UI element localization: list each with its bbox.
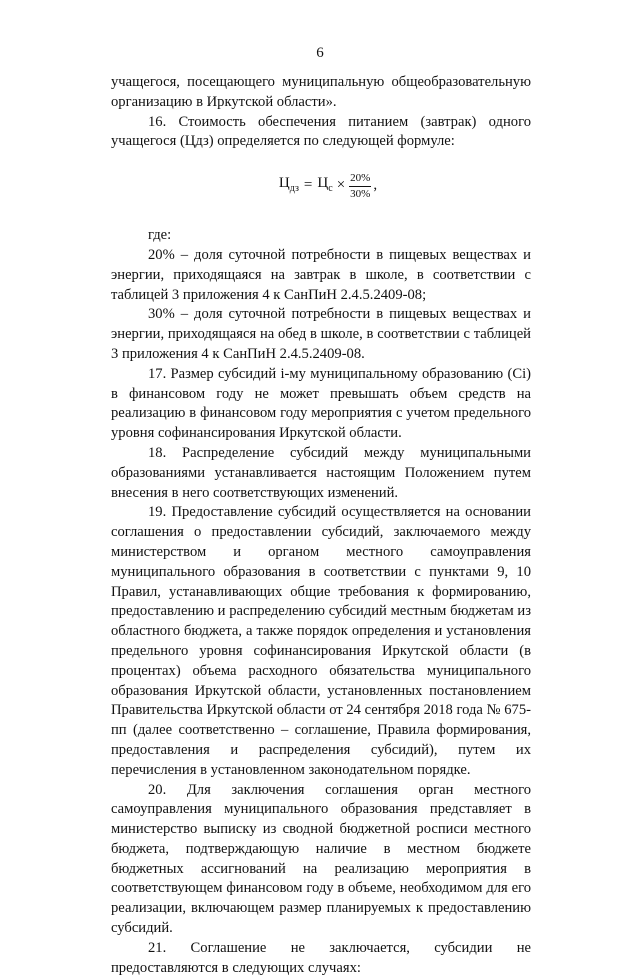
formula-rhs: $Ц_с$ (317, 174, 333, 194)
paragraph-18: 18. Распределение субсидий между муниципальными образованиями устанавливается настоящим Положением путем внесения в него соответствующих изменений. (111, 444, 531, 501)
cost-formula (111, 152, 531, 220)
paragraph-19: 19. Предоставление субсидий осуществляется на основании соглашения о предоставлении субсидий, заключаемого между министерством и органом местного самоуправления муниципального образования в соответствии с пунктами 9, 10 Правил, устанавливающих общие требования к формированию, предоставлению и распределению субсидий местным бюджетам из областного бюджета, а также порядок определения и установления предельного уровня софинансирования Иркутской области (в процентах) объема расходного обязательства муниципального образования Иркутской области, установленных постановлением Правительства Иркутской области от 24 сентября 2018 года № 675-пп (далее соответственно – соглашение, Правила формирования, предоставления и распределения субсидий), путем их перечисления в установленном законодательном порядке. (111, 504, 531, 778)
formula-times: × (336, 177, 346, 194)
paragraph-20: 20. Для заключения соглашения орган местного самоуправления муниципального образования представляет в министерство выписку из сводной бюджетной росписи местного бюджета, подтверждающую наличие в местном бюджете бюджетных ассигнований на реализацию мероприятия в соответствующем финансовом году в объеме, необходимом для его реализации, включающем размер планируемых к предоставлению субсидий. (111, 781, 531, 937)
formula-lhs: $Ц_{дз}$ (278, 174, 299, 194)
document-body (111, 73, 531, 978)
formula-equals: = (303, 177, 313, 194)
formula-fraction (349, 172, 371, 201)
paragraph-20-percent: 20% – доля суточной потребности в пищевых веществах и энергии, приходящаяся на завтрак в школе, в соответствии с таблицей 3 приложения 4 к СанПиН 2.4.5.2409-08; (111, 246, 531, 303)
paragraph-17: 17. Размер субсидий i-му муниципальному образованию (Ci) в финансовом году не может превышать объем средств на реализацию в финансовом году мероприятия с учетом предельного уровня софинансирования Иркутской области. (111, 365, 531, 442)
paragraph-16: 16. Стоимость обеспечения питанием (завтрак) одного учащегося (Цдз) определяется по следующей формуле: (111, 113, 531, 150)
paragraph-continuation: учащегося, посещающего муниципальную общеобразовательную организацию в Иркутской области». (111, 74, 531, 110)
where-label: где: (148, 227, 172, 244)
paragraph-30-percent: 30% – доля суточной потребности в пищевых веществах и энергии, приходящаяся на обед в школе, в соответствии с таблицей 3 приложения 4 к СанПиН 2.4.5.2409-08. (111, 306, 531, 362)
page-number: 6 (316, 45, 324, 61)
fraction-denominator: 30% (350, 187, 371, 200)
formula-comma: , (373, 177, 378, 194)
fraction-numerator: 20% (349, 172, 371, 187)
paragraph-21: 21. Соглашение не заключается, субсидии не предоставляются в следующих случаях: (111, 939, 531, 976)
